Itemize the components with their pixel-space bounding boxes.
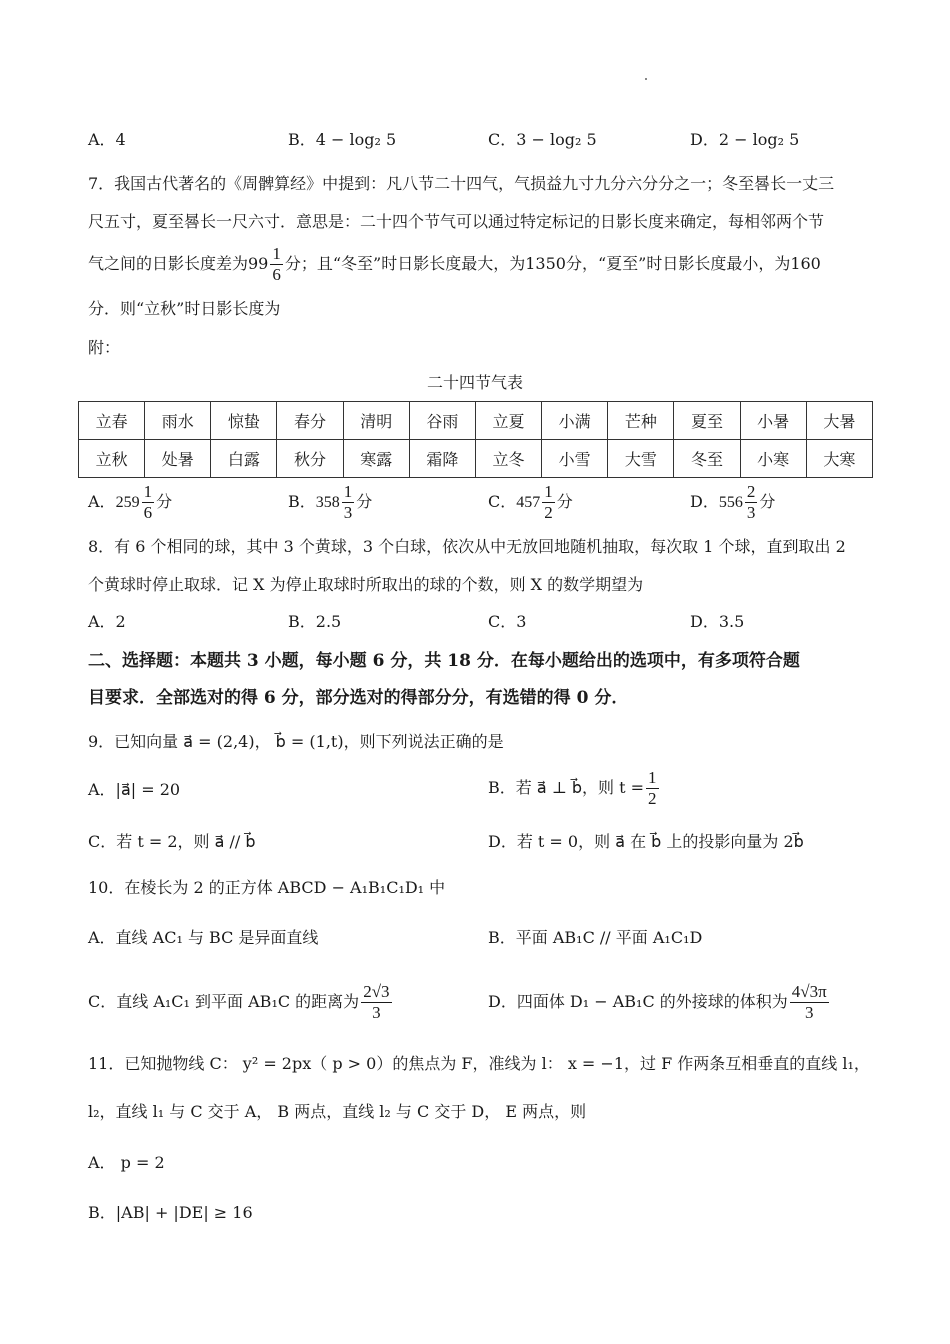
- q11-option-a: A． p = 2: [88, 1153, 165, 1172]
- q10-option-d-fraction: [790, 982, 829, 1023]
- table-row: [79, 402, 873, 440]
- table-cell: 大雪: [608, 440, 674, 478]
- q8-line-2: 个黄球时停止取球．记 X 为停止取球时所取出的球的个数，则 X 的数学期望为: [88, 575, 644, 594]
- q11-line-1: 11．已知抛物线 C： y² = 2px（ p > 0）的焦点为 F，准线为 l： x = −1，过 F 作两条互相垂直的直线 l₁，: [88, 1054, 870, 1073]
- q7-option-b-whole: 358: [315, 494, 340, 511]
- table-cell: 大寒: [806, 440, 872, 478]
- q10-option-d-den: 3: [805, 1003, 814, 1022]
- table-cell: 冬至: [674, 440, 740, 478]
- q7-option-b-den: 3: [343, 503, 353, 522]
- q7-option-c: [488, 482, 573, 523]
- q8-line-1: 8．有 6 个相同的球，其中 3 个黄球，3 个白球，依次从中无放回地随机抽取，每次取 1 个球，直到取出 2: [88, 537, 846, 556]
- q7-option-a-num: 1: [143, 482, 153, 501]
- table-cell: 夏至: [674, 402, 740, 440]
- table-cell: 小寒: [740, 440, 806, 478]
- q9-option-b-fraction: [646, 768, 659, 809]
- q6-option-b: B．4 − log₂ 5: [288, 130, 397, 149]
- q7-option-d-den: 3: [746, 503, 756, 522]
- q10-option-d-num: 4√3π: [791, 982, 827, 1001]
- table-cell: 谷雨: [409, 402, 475, 440]
- q9-option-a: A．|a⃗| = 20: [88, 780, 181, 799]
- q7-option-b-num: 1: [343, 482, 353, 501]
- table-cell: 清明: [343, 402, 409, 440]
- section2-line-1: 二、选择题：本题共 3 小题，每小题 6 分，共 18 分．在每小题给出的选项中，有多项符合题: [88, 651, 800, 671]
- q9-option-b-num: 1: [648, 768, 657, 787]
- q6-option-a: A．4: [88, 130, 126, 149]
- q7-option-d-whole: 556: [718, 494, 743, 511]
- q10-option-c-text: C．直线 A₁C₁ 到平面 AB₁C 的距离为: [88, 992, 360, 1011]
- q7-attach: 附：: [88, 338, 121, 357]
- q7-line-3: [88, 244, 821, 285]
- q7-option-c-whole: 457: [516, 494, 541, 511]
- table-cell: 霜降: [409, 440, 475, 478]
- table-cell: 立冬: [475, 440, 541, 478]
- table-cell: 雨水: [145, 402, 211, 440]
- q7-fraction-num: 1: [272, 244, 281, 263]
- q7-option-a-fraction: [142, 482, 155, 523]
- q7-line-1: 7．我国古代著名的《周髀算经》中提到：凡八节二十四气，气损益九寸九分六分分之一；冬至晷长一丈三: [88, 174, 835, 193]
- table-cell: 白露: [211, 440, 277, 478]
- q7-option-d-unit: 分: [759, 492, 776, 511]
- q7-option-a-label: A．: [88, 492, 116, 511]
- q7-option-c-unit: 分: [556, 492, 573, 511]
- table-cell: 小雪: [542, 440, 608, 478]
- q9-stem: 9．已知向量 a⃗ = (2,4)， b⃗ = (1,t)，则下列说法正确的是: [88, 732, 504, 751]
- q8-option-a: A．2: [88, 612, 126, 631]
- q8-option-b: B．2.5: [288, 612, 342, 631]
- q7-option-a-whole: 259: [115, 494, 140, 511]
- q9-option-b-text: B．若 a⃗ ⊥ b⃗，则 t =: [488, 778, 645, 797]
- table-row: [79, 440, 873, 478]
- q11-line-2: l₂，直线 l₁ 与 C 交于 A， B 两点，直线 l₂ 与 C 交于 D， E 两点，则: [88, 1102, 587, 1121]
- q10-option-a: A．直线 AC₁ 与 BC 是异面直线: [88, 928, 319, 947]
- q7-option-d-num: 2: [746, 482, 756, 501]
- q10-option-d: [488, 982, 831, 1023]
- q10-option-c-den: 3: [372, 1003, 381, 1022]
- q8-option-c: C．3: [488, 612, 527, 631]
- q9-option-c: C．若 t = 2，则 a⃗ // b⃗: [88, 832, 256, 851]
- q7-option-b-fraction: [342, 482, 355, 523]
- section2-line-2: 目要求．全部选对的得 6 分，部分选对的得部分分，有选错的得 0 分．: [88, 688, 629, 708]
- q7-option-c-num: 1: [544, 482, 553, 501]
- q10-stem: 10．在棱长为 2 的正方体 ABCD − A₁B₁C₁D₁ 中: [88, 878, 446, 897]
- q7-option-b-unit: 分: [356, 492, 373, 511]
- table-cell: 立秋: [79, 440, 145, 478]
- q7-line-3-b: 分；且“冬至”时日影长度最大，为1350分，“夏至”时日影长度最小，为160: [284, 254, 821, 273]
- table-cell: 处暑: [145, 440, 211, 478]
- table-title: 二十四节气表: [426, 373, 523, 392]
- table-cell: 小满: [542, 402, 608, 440]
- q7-option-d-fraction: [745, 482, 758, 523]
- q10-option-d-text: D．四面体 D₁ − AB₁C 的外接球的体积为: [488, 992, 788, 1011]
- q9-option-b: [488, 768, 661, 809]
- q10-option-b: B．平面 AB₁C // 平面 A₁C₁D: [488, 928, 703, 947]
- q7-line-3-a: 气之间的日影长度差为99: [88, 254, 269, 273]
- q10-option-c: [88, 982, 394, 1023]
- q9-option-b-den: 2: [648, 789, 657, 808]
- q7-line-4: 分．则“立秋”时日影长度为: [88, 299, 281, 318]
- q7-option-a-den: 6: [143, 503, 153, 522]
- scan-dot: [645, 78, 647, 80]
- q6-option-c: C．3 − log₂ 5: [488, 130, 597, 149]
- q7-option-b-label: B．: [288, 492, 316, 511]
- q7-option-c-den: 2: [544, 503, 553, 522]
- table-cell: 秋分: [277, 440, 343, 478]
- q9-option-d: D．若 t = 0，则 a⃗ 在 b⃗ 上的投影向量为 2b⃗: [488, 832, 804, 851]
- table-cell: 立夏: [475, 402, 541, 440]
- q7-option-b: [288, 482, 372, 523]
- q7-option-c-label: C．: [488, 492, 517, 511]
- q10-option-c-fraction: [361, 982, 391, 1023]
- q7-option-a: [88, 482, 172, 523]
- table-cell: 芒种: [608, 402, 674, 440]
- table-cell: 春分: [277, 402, 343, 440]
- q8-option-d: D．3.5: [690, 612, 745, 631]
- q10-option-c-num: 2√3: [363, 982, 390, 1001]
- table-cell: 寒露: [343, 440, 409, 478]
- q7-option-c-fraction: [542, 482, 555, 523]
- q7-option-a-unit: 分: [156, 492, 173, 511]
- q6-option-d: D．2 − log₂ 5: [690, 130, 800, 149]
- q7-option-d-label: D．: [690, 492, 719, 511]
- q7-fraction-den: 6: [272, 265, 281, 284]
- q7-option-d: [690, 482, 775, 523]
- solar-terms-table: [78, 401, 873, 478]
- table-cell: 大暑: [806, 402, 872, 440]
- q11-option-b: B．|AB| + |DE| ≥ 16: [88, 1203, 253, 1222]
- q7-fraction: [270, 244, 283, 285]
- table-cell: 立春: [79, 402, 145, 440]
- q7-line-2: 尺五寸，夏至晷长一尺六寸．意思是：二十四个节气可以通过特定标记的日影长度来确定，每相邻两个节: [88, 212, 825, 231]
- table-cell: 惊蛰: [211, 402, 277, 440]
- table-cell: 小暑: [740, 402, 806, 440]
